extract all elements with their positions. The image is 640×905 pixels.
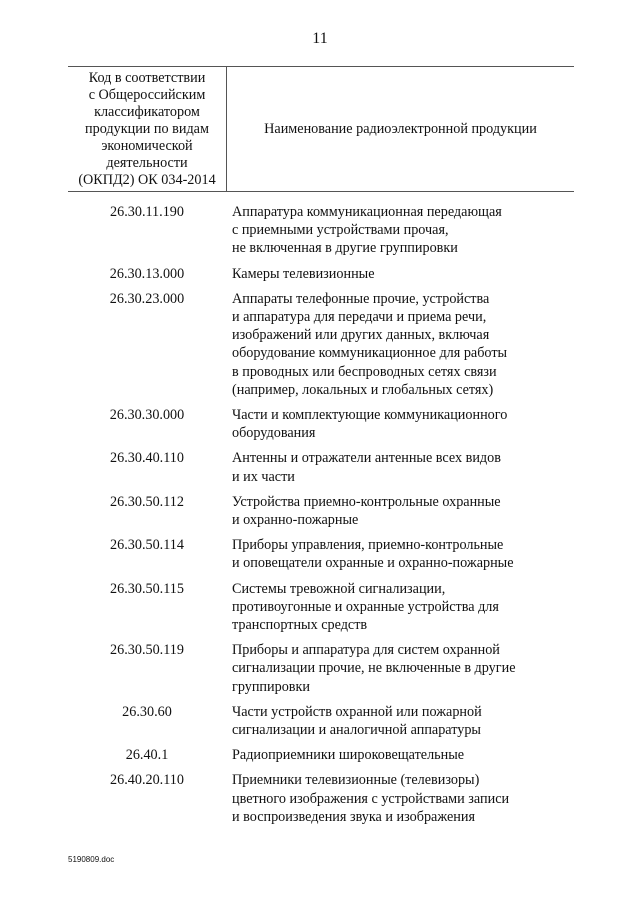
table-row — [68, 406, 574, 442]
product-name-line: Части устройств охранной или пожарной — [232, 703, 482, 720]
table-row — [68, 449, 574, 485]
product-name-line: сигнализации и аналогичной аппаратуры — [232, 722, 481, 739]
product-name-line: не включенная в другие группировки — [232, 240, 458, 257]
row-product-name — [232, 449, 572, 485]
row-product-name — [232, 536, 572, 572]
product-name-line: Системы тревожной сигнализации, — [232, 580, 446, 597]
product-name-line: с приемными устройствами прочая, — [232, 222, 449, 239]
product-name-line: изображений или других данных, включая — [232, 327, 490, 344]
header-code-line: (ОКПД2) ОК 034-2014 — [78, 172, 216, 188]
product-name-line: и аппаратура для передачи и приема речи, — [232, 309, 487, 326]
table-row — [68, 641, 574, 696]
row-code: 26.40.1 — [125, 747, 169, 764]
row-code: 26.30.40.110 — [110, 450, 184, 467]
product-name-line: и воспроизведения звука и изображения — [232, 808, 475, 825]
product-name-line: Радиоприемники широковещательные — [232, 747, 465, 764]
product-name-line: Антенны и отражатели антенные всех видов — [232, 450, 501, 467]
page-number: 11 — [312, 30, 328, 47]
product-name-line: противоугонные и охранные устройства для — [232, 598, 499, 615]
table-row — [68, 203, 574, 258]
header-code-line: продукции по видам — [85, 121, 209, 137]
product-name-line: Камеры телевизионные — [232, 265, 375, 282]
row-product-name — [232, 203, 572, 258]
product-name-line: Приборы и аппаратура для систем охранной — [232, 642, 500, 659]
product-name-line: Аппаратура коммуникационная передающая — [232, 204, 502, 220]
table-row — [68, 536, 574, 572]
row-product-name — [232, 771, 572, 826]
product-name-line: Части и комплектующие коммуникационного — [232, 407, 508, 424]
row-product-name — [232, 746, 572, 764]
product-name-line: в проводных или беспроводных сетях связи — [232, 363, 497, 380]
product-name-line: (например, локальных и глобальных сетях) — [232, 381, 494, 398]
row-code: 26.30.50.115 — [110, 580, 184, 597]
document-filename: 5190809.doc — [68, 855, 115, 864]
table-header — [68, 66, 574, 192]
header-name-column: Наименование радиоэлектронной продукции — [264, 121, 537, 137]
row-product-name — [232, 406, 572, 442]
table-row — [68, 746, 574, 764]
product-name-line: Аппараты телефонные прочие, устройства — [232, 290, 490, 307]
table-row — [68, 771, 574, 826]
row-product-name — [232, 580, 572, 635]
product-name-line: транспортных средств — [232, 617, 368, 634]
product-name-line: оборудования — [232, 425, 316, 442]
header-code-line: классификатором — [94, 104, 200, 120]
row-product-name — [232, 641, 572, 696]
table-row — [68, 703, 574, 739]
product-name-line: Устройства приемно-контрольные охранные — [232, 493, 501, 510]
product-name-line: группировки — [232, 678, 310, 695]
row-product-name — [232, 265, 572, 283]
row-product-name — [232, 290, 572, 399]
row-product-name — [232, 703, 572, 739]
header-code-line: Код в соответствии — [88, 70, 206, 86]
row-code: 26.30.11.190 — [110, 204, 184, 220]
row-code: 26.30.30.000 — [109, 407, 185, 424]
product-name-line: сигнализации прочие, не включенные в другие — [232, 660, 516, 677]
table-row — [68, 580, 574, 635]
header-code-line: с Общероссийским — [88, 87, 206, 103]
header-code-line: экономической — [101, 138, 193, 154]
row-code: 26.30.50.119 — [110, 642, 184, 659]
row-code: 26.30.50.112 — [110, 493, 184, 510]
row-product-name — [232, 493, 572, 529]
table-row — [68, 493, 574, 529]
product-name-line: и их части — [232, 468, 295, 485]
table-row — [68, 265, 574, 283]
product-name-line: цветного изображения с устройствами записи — [232, 790, 510, 807]
product-name-line: оборудование коммуникационное для работы — [232, 345, 508, 362]
row-code: 26.30.13.000 — [109, 265, 185, 282]
table-body — [68, 203, 574, 833]
product-name-line: Приемники телевизионные (телевизоры) — [232, 772, 480, 789]
row-code: 26.30.50.114 — [110, 537, 184, 554]
product-name-line: Приборы управления, приемно-контрольные — [232, 537, 504, 554]
product-name-line: и охранно-пожарные — [232, 512, 359, 529]
row-code: 26.40.20.110 — [110, 772, 184, 789]
header-code-column — [68, 70, 226, 189]
product-name-line: и оповещатели охранные и охранно-пожарные — [232, 555, 514, 572]
row-code: 26.30.23.000 — [109, 290, 185, 307]
row-code: 26.30.60 — [122, 703, 172, 720]
table-row — [68, 290, 574, 399]
header-code-line: деятельности — [106, 155, 188, 171]
